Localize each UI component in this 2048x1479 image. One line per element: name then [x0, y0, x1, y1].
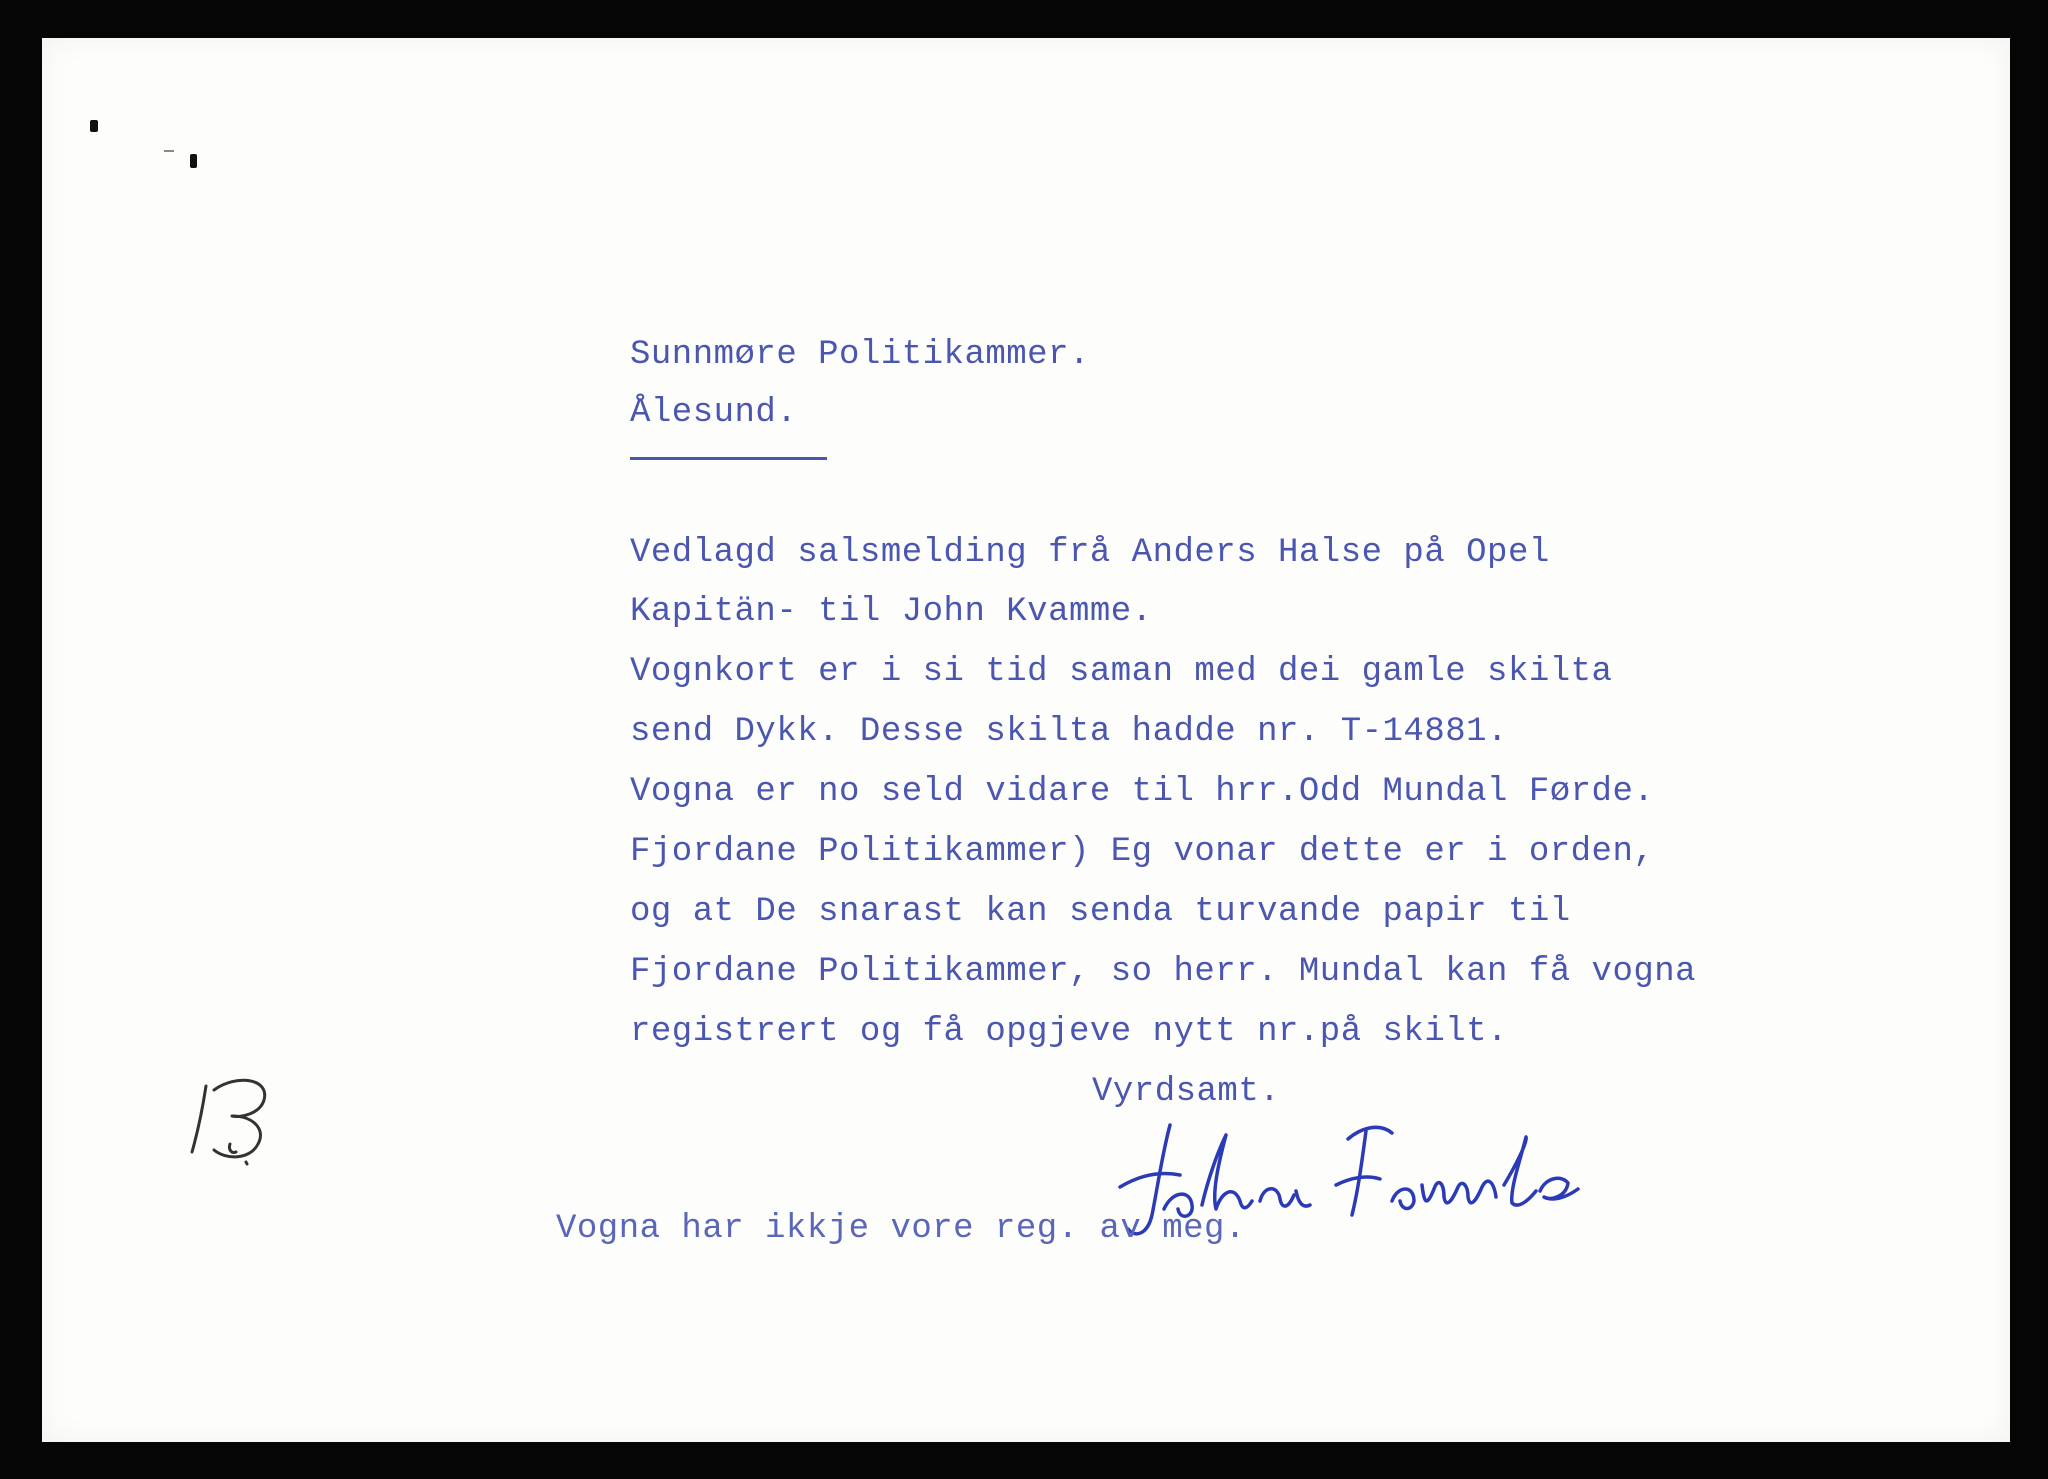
recipient-line-1: Sunnmøre Politikammer.: [630, 336, 1090, 374]
body-line-8: Fjordane Politikammer, so herr. Mundal kan få vogna: [630, 953, 1697, 991]
address-underline: [630, 457, 827, 460]
speck-3: [164, 150, 174, 152]
body-line-9: registrert og få opgjeve nytt nr.på skilt.: [630, 1013, 1508, 1051]
speck-2: [190, 154, 197, 168]
speck-1: [90, 120, 98, 132]
body-line-7: og at De snarast kan senda turvande papir til: [630, 893, 1571, 931]
body-line-5: Vogna er no seld vidare til hrr.Odd Mundal Førde.: [630, 773, 1655, 811]
postscript: Vogna har ikkje vore reg. av meg.: [556, 1210, 1246, 1248]
closing: Vyrdsamt.: [1092, 1073, 1281, 1111]
body-line-2: Kapitän- til John Kvamme.: [630, 593, 1153, 631]
pencil-margin-note: [184, 1070, 304, 1170]
body-line-1: Vedlagd salsmelding frå Anders Halse på Opel: [630, 534, 1550, 572]
body-line-4: send Dykk. Desse skilta hadde nr. T-14881.: [630, 713, 1508, 751]
body-line-3: Vognkort er i si tid saman med dei gamle skilta: [630, 653, 1613, 691]
recipient-line-2: Ålesund.: [630, 394, 798, 432]
body-line-6: Fjordane Politikammer) Eg vonar dette er i orden,: [630, 833, 1655, 871]
